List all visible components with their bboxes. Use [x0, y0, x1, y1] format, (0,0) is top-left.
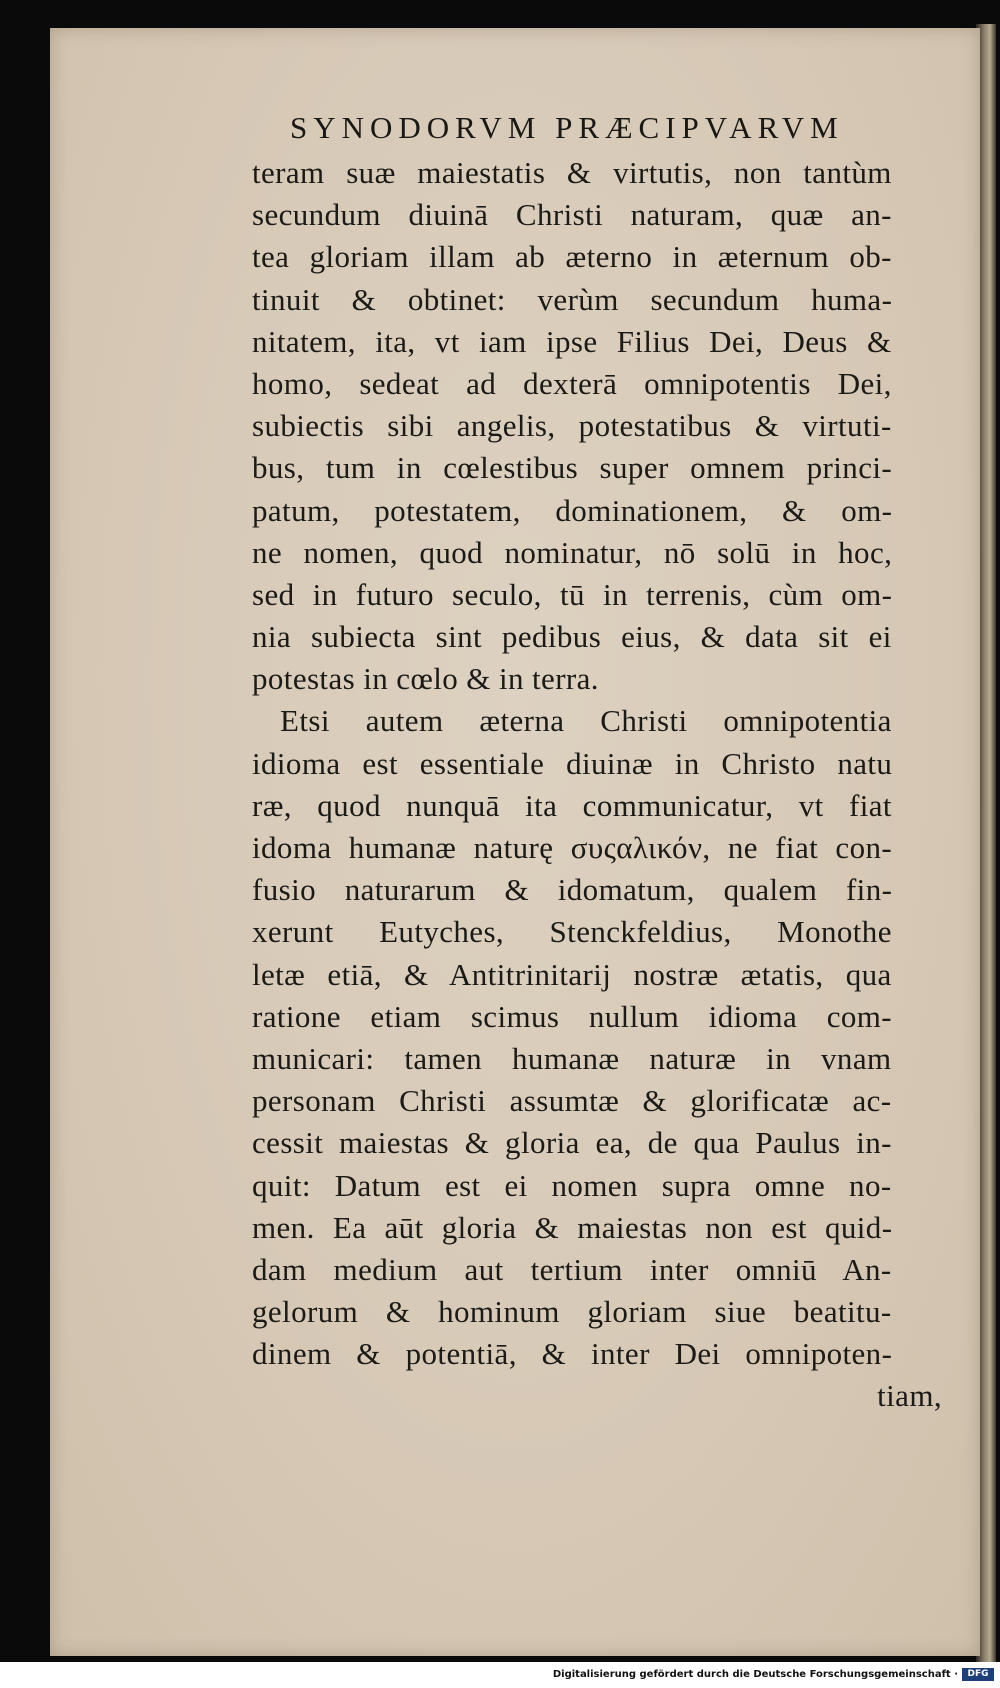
paragraph-start-line: Etsi autem æterna Christi omnipotentia: [280, 703, 892, 739]
text-line: subiectis sibi angelis, potestatibus & virtuti-: [252, 408, 892, 444]
text-line: sed in futuro seculo, tū in terrenis, cùm om-: [252, 576, 893, 612]
text-line: cessit maiestas & gloria ea, de qua Paulus in-: [252, 1125, 892, 1161]
text-line: personam Christi assumtæ & glorificatæ ac-: [252, 1083, 892, 1119]
footer-bar: [0, 1662, 1000, 1688]
text-line: quit: Datum est ei nomen supra omne no-: [252, 1167, 892, 1203]
text-line: ne nomen, quod nominatur, nō solū in hoc,: [252, 534, 893, 570]
body-text: [252, 152, 952, 1418]
text-line: homo, sedeat ad dexterā omnipotentis Dei,: [252, 365, 892, 401]
footer-credit: Digitalisierung gefördert durch die Deutsche Forschungsgemeinschaft ·: [552, 1669, 958, 1680]
catchword: tiam,: [877, 1378, 942, 1414]
text-line: tea gloriam illam ab æterno in æternum ob-: [252, 239, 892, 275]
text-line: patum, potestatem, dominationem, & om-: [252, 492, 893, 528]
text-line: municari: tamen humanæ naturæ in vnam: [252, 1040, 892, 1076]
dfg-logo-icon: DFG: [962, 1668, 994, 1681]
text-line: potestas in cœlo & in terra.: [252, 661, 599, 697]
text-line: men. Ea aūt gloria & maiestas non est quid-: [252, 1209, 893, 1245]
text-line: ræ, quod nunquā ita communicatur, vt fiat: [252, 787, 892, 823]
text-line: teram suæ maiestatis & virtutis, non tantùm: [252, 155, 892, 190]
text-line: tinuit & obtinet: verùm secundum huma-: [252, 281, 893, 317]
text-line: dam medium aut tertium inter omniū An-: [252, 1251, 892, 1287]
text-line: xerunt Eutyches, Stenckfeldius, Monothe: [252, 914, 892, 950]
text-line: idoma humanæ naturę συςαλικόν, ne fiat con-: [252, 830, 893, 865]
text-line: gelorum & hominum gloriam siue beatitu-: [252, 1294, 892, 1330]
text-line: nia subiecta sint pedibus eius, & data sit ei: [252, 619, 892, 655]
text-line: nitatem, ita, vt iam ipse Filius Dei, Deus &: [252, 323, 892, 359]
text-line: idioma est essentiale diuinæ in Christo natu: [252, 745, 893, 781]
text-line: bus, tum in cœlestibus super omnem princi-: [252, 450, 893, 486]
text-line: fusio naturarum & idomatum, qualem fin-: [252, 872, 893, 908]
running-head: SYNODORVM PRÆCIPVARVM: [290, 110, 844, 145]
text-line: letæ etiā, & Antitrinitarij nostræ ætatis, qua: [252, 956, 892, 992]
text-line: ratione etiam scimus nullum idioma com-: [252, 998, 893, 1034]
text-line: secundum diuinā Christi naturam, quæ an-: [252, 197, 892, 233]
text-line: dinem & potentiā, & inter Dei omnipoten-: [252, 1336, 893, 1372]
